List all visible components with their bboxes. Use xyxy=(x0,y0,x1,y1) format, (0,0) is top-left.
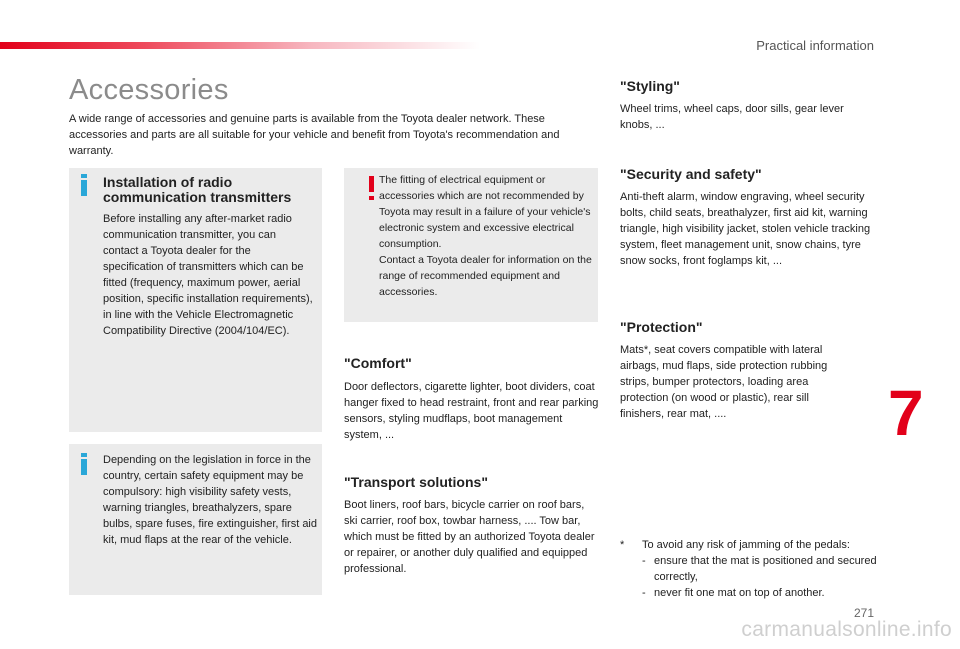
info-icon xyxy=(81,459,87,475)
list-dash: - xyxy=(642,587,646,599)
security-text: Anti-theft alarm, window engraving, wheel security bolts, child seats, breathalyzer, first aid kit, warning triangle, high visibility jacket, stolen vehicle tracking system, fleet management unit, snow chains, tyre snow socks, front foglamps kit, ... xyxy=(620,191,871,267)
warning-icon xyxy=(369,176,374,192)
info-box-heading: Installation of radio communication transmitters xyxy=(103,174,292,205)
info-box-text: Before installing any after-market radio communication transmitter, you can contact a Toyota dealer for the specification of transmitters which can be fitted (frequency, maximum power, aerial position, specific installation requirements), in line with the Vehicle Electromagnetic Compatibility Directive (2004/104/EC). xyxy=(103,213,313,337)
transport-title: "Transport solutions" xyxy=(344,474,488,490)
protection-text: Mats*, seat covers compatible with lateral airbags, mud flaps, side protection rubbing strips, bumper protectors, loading area protection (on wood or plastic), rear sill finishers, rear mat, .... xyxy=(620,344,828,420)
warning-box xyxy=(344,168,598,322)
intro-paragraph: A wide range of accessories and genuine parts is available from the Toyota dealer network. These accessories and parts are all suitable for your vehicle and benefit from Toyota's recommendation and warranty. xyxy=(69,113,560,157)
list-item xyxy=(642,585,880,601)
info-icon xyxy=(81,180,87,196)
footnote-list xyxy=(620,553,880,601)
warning-text-2: Contact a Toyota dealer for information on the range of recommended equipment and accessories. xyxy=(379,254,592,298)
section-title: Practical information xyxy=(756,38,874,53)
list-dash: - xyxy=(642,555,646,567)
footnote-item-text: never fit one mat on top of another. xyxy=(654,587,825,599)
styling-title: "Styling" xyxy=(620,78,680,94)
chapter-number: 7 xyxy=(888,377,924,449)
transport-text: Boot liners, roof bars, bicycle carrier on roof bars, ski carrier, roof box, towbar harness, .... Tow bar, which must be fitted by an authorized Toyota dealer or repairer, or another duly qualified and equipped professional. xyxy=(344,499,595,575)
footnote-text: To avoid any risk of jamming of the pedals: xyxy=(642,539,850,551)
security-title: "Security and safety" xyxy=(620,166,762,182)
comfort-text: Door deflectors, cigarette lighter, boot dividers, coat hanger fixed to head restraint, front and rear parking sensors, styling mudflaps, boot management system, ... xyxy=(344,381,599,441)
info-box-text: Depending on the legislation in force in the country, certain safety equipment may be compulsory: high visibility safety vests, warning triangles, breathalyzers, spare bulbs, spare fuses, fire extinguisher, first aid kit, mud flaps at the rear of the vehicle. xyxy=(103,454,317,546)
info-box-safety-equipment xyxy=(69,444,322,595)
list-item xyxy=(642,553,880,585)
watermark: carmanualsonline.info xyxy=(741,618,952,641)
info-box-radio-transmitters xyxy=(69,168,322,432)
footnote-item-text: ensure that the mat is positioned and secured correctly, xyxy=(654,555,877,583)
styling-text: Wheel trims, wheel caps, door sills, gear lever knobs, ... xyxy=(620,103,844,131)
comfort-title: "Comfort" xyxy=(344,355,412,371)
page-number: 271 xyxy=(853,606,874,620)
protection-title: "Protection" xyxy=(620,319,703,335)
warning-text-1: The fitting of electrical equipment or accessories which are not recommended by Toyota may result in a failure of your vehicle's electronic system and excessive electrical consumption. xyxy=(379,174,591,250)
header-accent-bar xyxy=(0,42,480,49)
footnote-marker: * xyxy=(620,539,625,551)
page-title: Accessories xyxy=(69,74,229,106)
footnote xyxy=(620,537,880,601)
warning-text xyxy=(379,172,595,300)
